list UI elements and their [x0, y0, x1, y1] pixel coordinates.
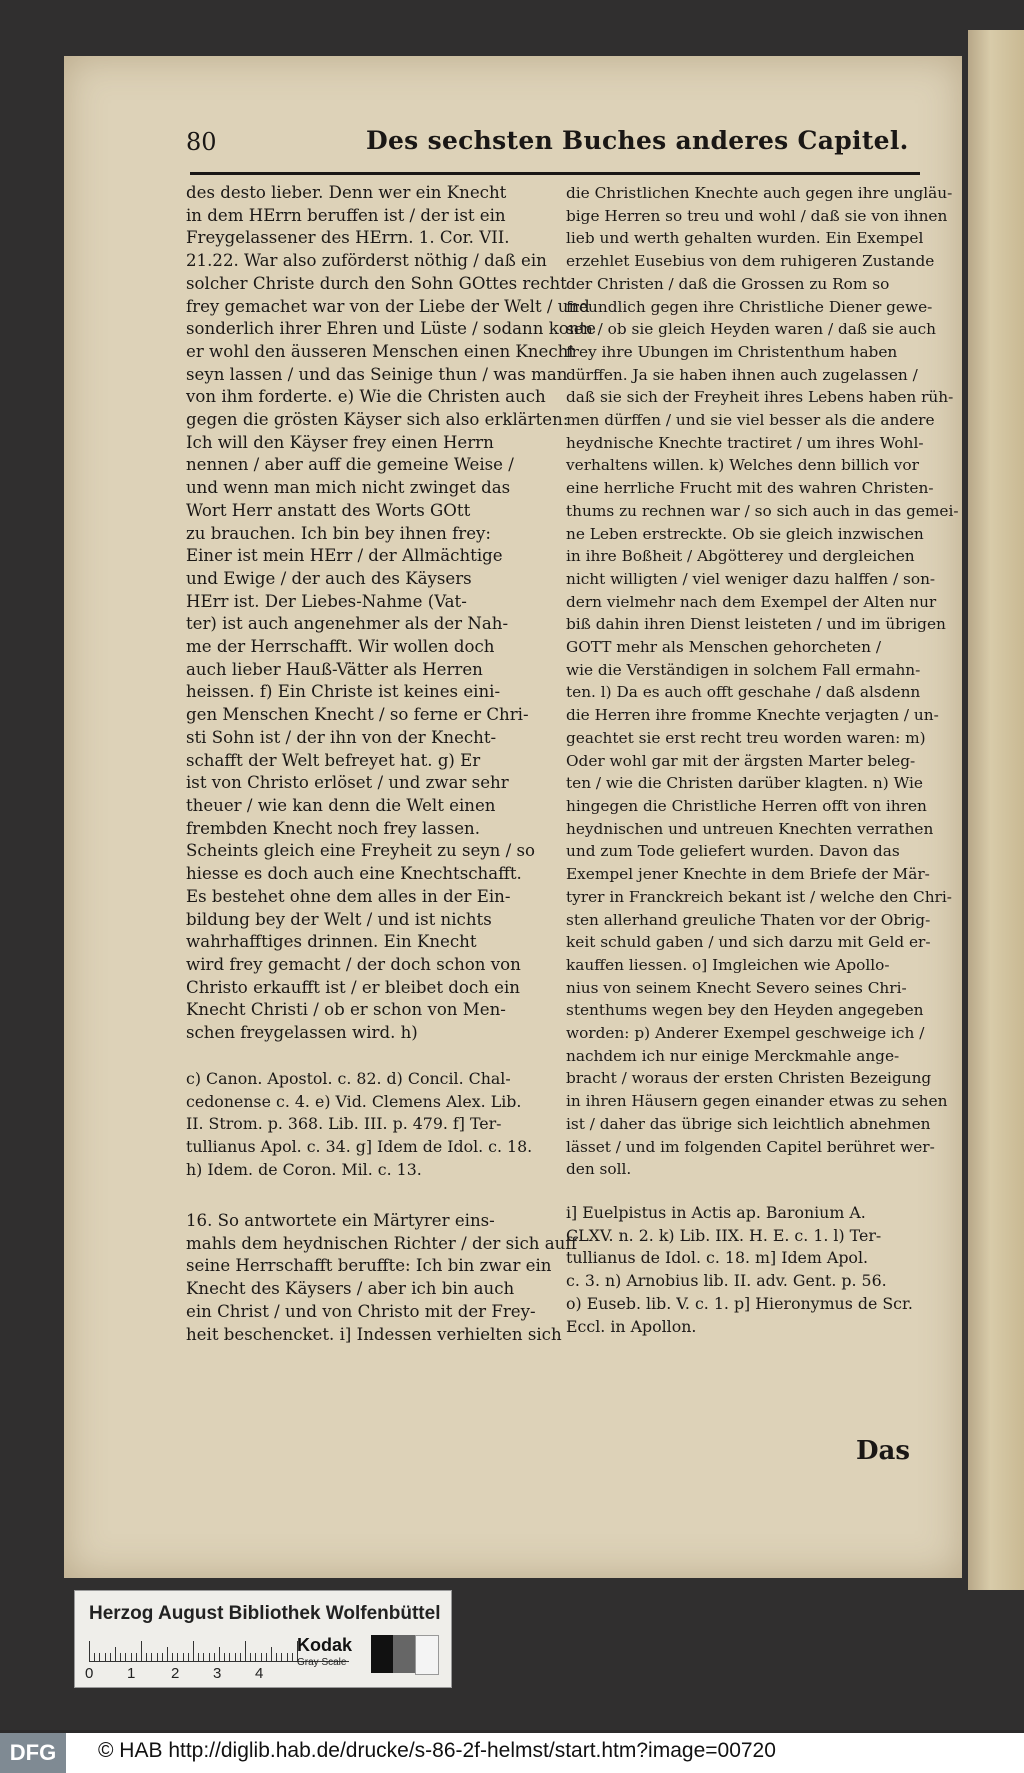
- text-line: lieb und werth gehalten wurden. Ein Exempel: [566, 229, 924, 248]
- text-line: worden: p) Anderer Exempel geschweige ich /: [566, 1024, 925, 1043]
- ruler-tick: [250, 1653, 251, 1661]
- text-line: wie die Verständigen in solchem Fall ermahn-: [566, 660, 921, 679]
- ruler-tick: [188, 1653, 189, 1661]
- ruler-tick: [157, 1653, 158, 1661]
- left-column: [186, 182, 596, 1045]
- text-line: hiesse es doch auch eine Knechtschafft.: [186, 864, 522, 884]
- text-line: Freygelassener des HErrn. 1. Cor. VII.: [186, 228, 510, 248]
- text-line: dern vielmehr nach dem Exempel der Alten nur: [566, 592, 937, 611]
- text-line: und wenn man mich nicht zwinget das: [186, 478, 511, 498]
- gray-swatch-mid: [393, 1635, 415, 1673]
- text-line: Knecht Christi / ob er schon von Men-: [186, 1000, 506, 1020]
- ruler-tick: [203, 1653, 204, 1661]
- text-line: bildung bey der Welt / und ist nichts: [186, 909, 492, 929]
- text-line: ist von Christo erlöset / und zwar sehr: [186, 773, 509, 793]
- ruler-tick: [167, 1647, 168, 1661]
- text-line: nius von seinem Knecht Severo seines Chri-: [566, 978, 907, 997]
- text-line: stenthums wegen bey den Heyden angegeben: [566, 1001, 924, 1020]
- text-line: und zum Tode geliefert wurden. Davon das: [566, 842, 900, 861]
- text-line: wird frey gemacht / der doch schon von: [186, 954, 521, 974]
- text-line: gegen die grösten Käyser sich also erklärten:: [186, 410, 569, 430]
- dfg-logo: DFG: [0, 1733, 66, 1773]
- text-line: wahrhafftiges drinnen. Ein Knecht: [186, 932, 477, 952]
- text-line: kauffen liessen. o] Imgleichen wie Apollo-: [566, 955, 890, 974]
- text-line: 21.22. War also zuförderst nöthig / daß ein: [186, 251, 547, 271]
- right-column: [566, 182, 959, 1181]
- ruler-number: 0: [85, 1665, 94, 1682]
- catchword: Das: [856, 1436, 911, 1466]
- page-header: [186, 126, 924, 160]
- footer-bar: [0, 1733, 1024, 1773]
- text-line: nennen / aber auff die gemeine Weise /: [186, 455, 514, 475]
- text-line: Oder wohl gar mit der ärgsten Marter beleg-: [566, 751, 916, 770]
- text-line: Exempel jener Knechte in dem Briefe der Mär-: [566, 865, 930, 884]
- text-line: frey ihre Ubungen im Christenthum haben: [566, 342, 898, 361]
- library-name: Herzog August Bibliothek Wolfenbüttel: [89, 1603, 441, 1624]
- footnote-line: cedonense c. 4. e) Vid. Clemens Alex. Lib.: [186, 1091, 522, 1111]
- ruler-tick: [214, 1653, 215, 1661]
- ruler-tick: [110, 1653, 111, 1661]
- text-line: dürffen. Ja sie haben ihnen auch zugelassen /: [566, 365, 918, 384]
- ruler-tick: [266, 1653, 267, 1661]
- text-line: Scheints gleich eine Freyheit zu seyn / so: [186, 841, 535, 861]
- text-line: gen Menschen Knecht / so ferne er Chri-: [186, 705, 529, 725]
- ruler-tick: [162, 1653, 163, 1661]
- ruler-tick: [281, 1653, 282, 1661]
- text-line: bige Herren so treu und wohl / daß sie von ihnen: [566, 206, 948, 225]
- text-line: die Christlichen Knechte auch gegen ihre ungläu-: [566, 184, 953, 202]
- footnote-line: tullianus de Idol. c. 18. m] Idem Apol.: [566, 1248, 869, 1268]
- ruler-tick: [209, 1653, 210, 1661]
- text-line: keit schuld gaben / und sich darzu mit Geld er-: [566, 933, 931, 952]
- text-line: seine Herrschafft beruffte: Ich bin zwar ein: [186, 1256, 552, 1276]
- text-line: und Ewige / der auch des Käysers: [186, 568, 472, 588]
- text-line: der Christen / daß die Grossen zu Rom so: [566, 274, 890, 293]
- text-line: biß dahin ihren Dienst leisteten / und im übrigen: [566, 615, 946, 634]
- footnote-line: tullianus Apol. c. 34. g] Idem de Idol. c. 18.: [186, 1137, 533, 1157]
- ruler-tick: [261, 1653, 262, 1661]
- text-line: Knecht des Käysers / aber ich bin auch: [186, 1279, 515, 1299]
- text-line: eine herrliche Frucht mit des wahren Christen-: [566, 479, 934, 498]
- ruler-tick: [193, 1641, 194, 1661]
- ruler-tick: [245, 1641, 246, 1661]
- text-line: des desto lieber. Denn wer ein Knecht: [186, 183, 507, 202]
- text-line: freundlich gegen ihre Christliche Diener gewe-: [566, 297, 933, 316]
- text-line: sti Sohn ist / der ihn von der Knecht-: [186, 727, 497, 747]
- ruler-tick: [224, 1653, 225, 1661]
- text-line: sonderlich ihrer Ehren und Lüste / sodann konte: [186, 319, 596, 339]
- text-line: bracht / woraus der ersten Christen Bezeigung: [566, 1069, 932, 1088]
- footnote-line: i] Euelpistus in Actis ap. Baronium A.: [566, 1203, 866, 1222]
- text-line: HErr ist. Der Liebes-Nahme (Vat-: [186, 591, 467, 611]
- text-line: auch lieber Hauß-Vätter als Herren: [186, 659, 483, 679]
- right-footnotes: [566, 1202, 922, 1338]
- text-line: theuer / wie kan denn die Welt einen: [186, 795, 496, 815]
- gray-swatch-white: [415, 1635, 439, 1675]
- header-rule: [190, 172, 920, 175]
- footnote-line: c. 3. n) Arnobius lib. II. adv. Gent. p. 56.: [566, 1271, 887, 1291]
- text-line: verhaltens willen. k) Welches denn billich vor: [566, 456, 919, 475]
- ruler-tick: [115, 1647, 116, 1661]
- ruler-number: 4: [255, 1665, 264, 1682]
- text-line: GOTT mehr als Menschen gehorcheten /: [566, 638, 881, 657]
- footnote-line: c) Canon. Apostol. c. 82. d) Concil. Chal-: [186, 1069, 511, 1088]
- text-line: heydnischen und untreuen Knechten verrathen: [566, 819, 934, 838]
- text-line: 16. So antwortete ein Märtyrer eins-: [186, 1211, 495, 1230]
- ruler-tick: [240, 1653, 241, 1661]
- ruler-tick: [276, 1653, 277, 1661]
- ruler-tick: [271, 1647, 272, 1661]
- footnote-line: II. Strom. p. 368. Lib. III. p. 479. f] Ter-: [186, 1114, 502, 1134]
- copyright-link[interactable]: © HAB http://diglib.hab.de/drucke/s-86-2f-helmst/start.htm?image=00720: [98, 1739, 776, 1762]
- text-line: frey gemachet war von der Liebe der Welt / und: [186, 296, 590, 316]
- text-line: ten. l) Da es auch offt geschahe / daß alsdenn: [566, 683, 921, 702]
- ruler-tick: [177, 1653, 178, 1661]
- footnote-line: o) Euseb. lib. V. c. 1. p] Hieronymus de Scr.: [566, 1293, 913, 1313]
- ruler-tick: [198, 1653, 199, 1661]
- gray-scale-label: Gray Scale: [297, 1657, 347, 1668]
- text-line: Einer ist mein HErr / der Allmächtige: [186, 546, 503, 566]
- running-title: Des sechsten Buches anderes Capitel.: [366, 126, 909, 155]
- text-line: Ich will den Käyser frey einen Herrn: [186, 432, 494, 452]
- ruler-tick: [99, 1653, 100, 1661]
- ruler-tick: [136, 1653, 137, 1661]
- text-line: sten allerhand greuliche Thaten vor der Obrig-: [566, 910, 931, 929]
- text-line: schafft der Welt befreyet hat. g) Er: [186, 750, 481, 770]
- library-color-card: [74, 1590, 452, 1688]
- ruler-number: 2: [171, 1665, 180, 1682]
- ruler-tick: [219, 1647, 220, 1661]
- text-line: daß sie sich der Freyheit ihres Lebens haben rüh-: [566, 388, 954, 407]
- ruler-tick: [287, 1653, 288, 1661]
- text-line: frembden Knecht noch frey lassen.: [186, 818, 480, 838]
- text-line: ne Leben erstreckte. Ob sie gleich inzwischen: [566, 524, 924, 543]
- text-line: me der Herrschafft. Wir wollen doch: [186, 637, 495, 657]
- ruler-number: 1: [127, 1665, 136, 1682]
- text-line: solcher Christe durch den Sohn GOttes recht: [186, 273, 567, 293]
- paragraph-16: [186, 1210, 578, 1346]
- text-line: men dürffen / und sie viel besser als die andere: [566, 411, 935, 430]
- text-line: lässet / und im folgenden Capitel berühret wer-: [566, 1137, 935, 1156]
- ruler-tick: [229, 1653, 230, 1661]
- text-line: Es bestehet ohne dem alles in der Ein-: [186, 886, 511, 906]
- text-line: thums zu rechnen war / so sich auch in das gemei-: [566, 501, 959, 520]
- ruler-tick: [151, 1653, 152, 1661]
- text-line: den soll.: [566, 1160, 632, 1179]
- ruler-tick: [120, 1653, 121, 1661]
- text-line: schen freygelassen wird. h): [186, 1023, 418, 1043]
- page-number: 80: [186, 128, 217, 156]
- text-line: ten / wie die Christen darüber klagten. n) Wie: [566, 774, 923, 793]
- text-line: ein Christ / und von Christo mit der Frey-: [186, 1301, 536, 1321]
- text-line: sen / ob sie gleich Heyden waren / daß sie auch: [566, 320, 937, 339]
- facing-page-edge: [968, 30, 1024, 1590]
- text-line: in ihren Häusern gegen einander etwas zu sehen: [566, 1092, 948, 1111]
- ruler-tick: [235, 1653, 236, 1661]
- footnote-line: h) Idem. de Coron. Mil. c. 13.: [186, 1159, 422, 1179]
- ruler-tick: [146, 1653, 147, 1661]
- text-line: in dem HErrn beruffen ist / der ist ein: [186, 205, 506, 225]
- text-line: heissen. f) Ein Christe ist keines eini-: [186, 682, 501, 702]
- text-line: geachtet sie erst recht treu worden waren: m): [566, 728, 926, 747]
- text-line: Wort Herr anstatt des Worts GOtt: [186, 500, 471, 520]
- text-line: ist / daher das übrige sich leichtlich abnehmen: [566, 1114, 931, 1133]
- ruler-tick: [89, 1641, 90, 1661]
- text-line: erzehlet Eusebius von dem ruhigeren Zustande: [566, 252, 935, 271]
- text-line: mahls dem heydnischen Richter / der sich auff: [186, 1233, 578, 1253]
- text-line: heydnische Knechte tractiret / um ihres Wohl-: [566, 433, 924, 452]
- text-line: in ihre Boßheit / Abgötterey und dergleichen: [566, 547, 915, 566]
- ruler-tick: [292, 1653, 293, 1661]
- ruler-tick: [255, 1653, 256, 1661]
- kodak-label: Kodak: [297, 1635, 353, 1655]
- text-line: von ihm forderte. e) Wie die Christen auch: [186, 387, 546, 407]
- gray-swatch-black: [371, 1635, 393, 1673]
- text-line: Christo erkaufft ist / er bleibet doch ein: [186, 977, 520, 997]
- ruler-tick: [105, 1653, 106, 1661]
- ruler-tick: [125, 1653, 126, 1661]
- footnote-line: CLXV. n. 2. k) Lib. IIX. H. E. c. 1. l) Ter-: [566, 1225, 882, 1245]
- text-line: zu brauchen. Ich bin bey ihnen frey:: [186, 523, 491, 543]
- ruler-tick: [141, 1641, 142, 1661]
- text-line: seyn lassen / und das Seinige thun / was man: [186, 364, 568, 384]
- text-line: heit beschencket. i] Indessen verhielten sich: [186, 1324, 562, 1344]
- ruler-tick: [172, 1653, 173, 1661]
- text-line: die Herren ihre fromme Knechte verjagten / un-: [566, 706, 939, 725]
- text-line: er wohl den äusseren Menschen einen Knecht: [186, 341, 575, 361]
- text-line: nicht willigten / viel weniger dazu halffen / son-: [566, 569, 936, 588]
- left-footnotes: [186, 1068, 556, 1182]
- text-line: hingegen die Christliche Herren offt von ihren: [566, 796, 927, 815]
- ruler-tick: [94, 1653, 95, 1661]
- footnote-line: Eccl. in Apollon.: [566, 1316, 697, 1336]
- text-line: nachdem ich nur einige Merckmahle ange-: [566, 1046, 900, 1065]
- ruler-tick: [131, 1653, 132, 1661]
- ruler-tick: [183, 1653, 184, 1661]
- ruler-number: 3: [213, 1665, 222, 1682]
- text-line: ter) ist auch angenehmer als der Nah-: [186, 614, 509, 634]
- text-line: tyrer in Franckreich bekant ist / welche den Chri-: [566, 887, 952, 906]
